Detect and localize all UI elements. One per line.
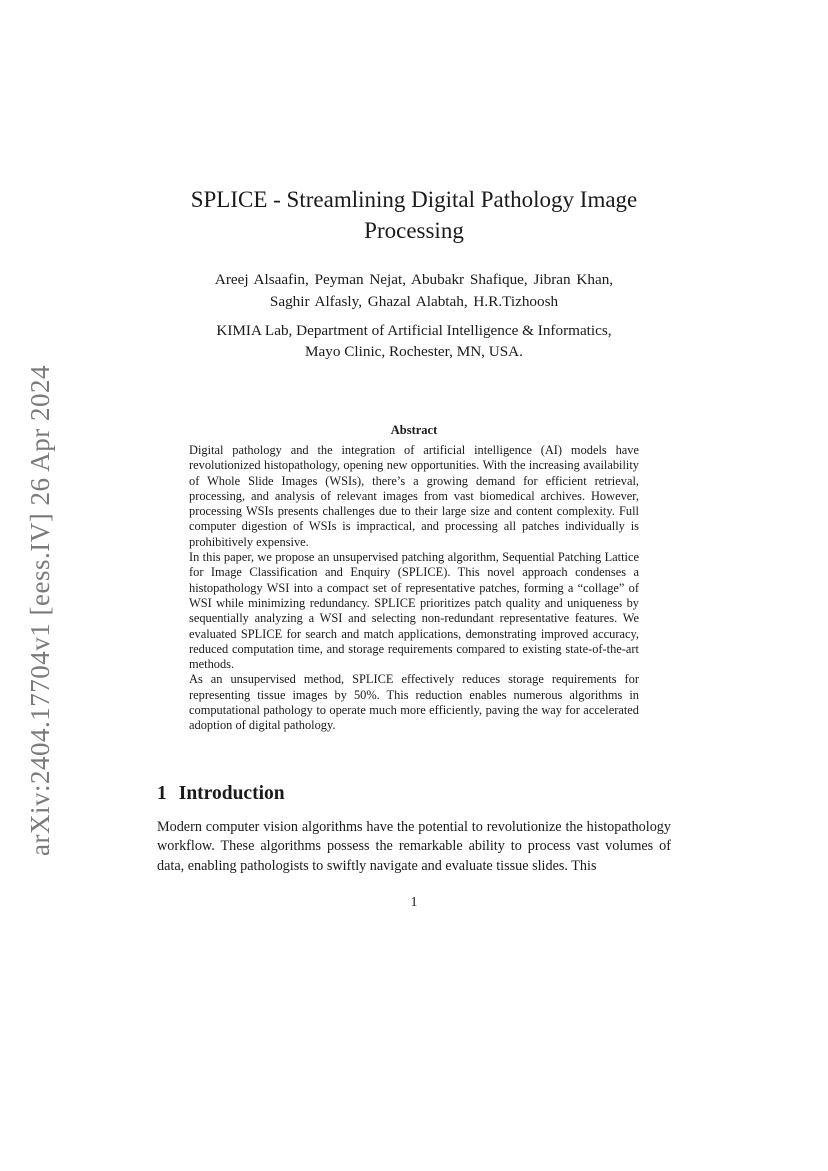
affiliation bbox=[150, 320, 678, 362]
author-line-1: Areej Alsaafin, Peyman Nejat, Abubakr Shafique, Jibran Khan, bbox=[214, 271, 614, 288]
abstract-paragraph: In this paper, we propose an unsupervised patching algorithm, Sequential Patching Lattice for Image Classification and Enquiry (SPLICE). This novel approach condenses a histopathology WSI into a compact set of representative patches, forming a “collage” of WSI while minimizing redundancy. SPLICE prioritizes patch quality and uniqueness by sequentially analyzing a WSI and selecting non-redundant representative features. We evaluated SPLICE for search and match applications, demonstrating improved accuracy, reduced computation time, and storage requirements compared to existing state-of-the-art methods. bbox=[189, 550, 639, 672]
section-heading-introduction bbox=[157, 783, 285, 805]
arxiv-identifier-stamp bbox=[18, 360, 62, 860]
abstract-heading: Abstract bbox=[390, 423, 438, 437]
author-list bbox=[150, 269, 678, 313]
abstract-paragraph: Digital pathology and the integration of artificial intelligence (AI) models have revolutionized histopathology, opening new opportunities. With the increasing availability of Whole Slide Images (WSIs), there’s a growing demand for efficient retrieval, processing, and analysis of relevant images from vast biomedical archives. However, processing WSIs presents challenges due to their large size and content complexity. Full computer digestion of WSIs is impractical, and processing all patches individually is prohibitively expensive. bbox=[189, 443, 639, 549]
page-number: 1 bbox=[410, 895, 418, 910]
paper-title: SPLICE - Streamlining Digital Pathology Image Processing bbox=[190, 187, 638, 243]
affiliation-line-1: KIMIA Lab, Department of Artificial Intelligence & Informatics, bbox=[216, 322, 612, 339]
author-line-2: Saghir Alfasly, Ghazal Alabtah, H.R.Tizhoosh bbox=[269, 293, 559, 310]
abstract-paragraph: As an unsupervised method, SPLICE effectively reduces storage requirements for representing tissue images by 50%. This reduction enables numerous algorithms in computational pathology to operate much more efficiently, paving the way for accelerated adoption of digital pathology. bbox=[189, 672, 639, 733]
arxiv-identifier-text: arXiv:2404.17704v1 [eess.IV] 26 Apr 2024 bbox=[24, 364, 55, 856]
affiliation-line-2: Mayo Clinic, Rochester, MN, USA. bbox=[305, 343, 523, 360]
section-title: Introduction bbox=[178, 783, 285, 804]
abstract-body bbox=[189, 443, 639, 734]
introduction-paragraph: Modern computer vision algorithms have the potential to revolutionize the histopathology workflow. These algorithms possess the remarkable ability to process vast volumes of data, enabling pathologists to swiftly navigate and evaluate tissue slides. This bbox=[157, 819, 671, 874]
section-number: 1 bbox=[157, 783, 167, 804]
